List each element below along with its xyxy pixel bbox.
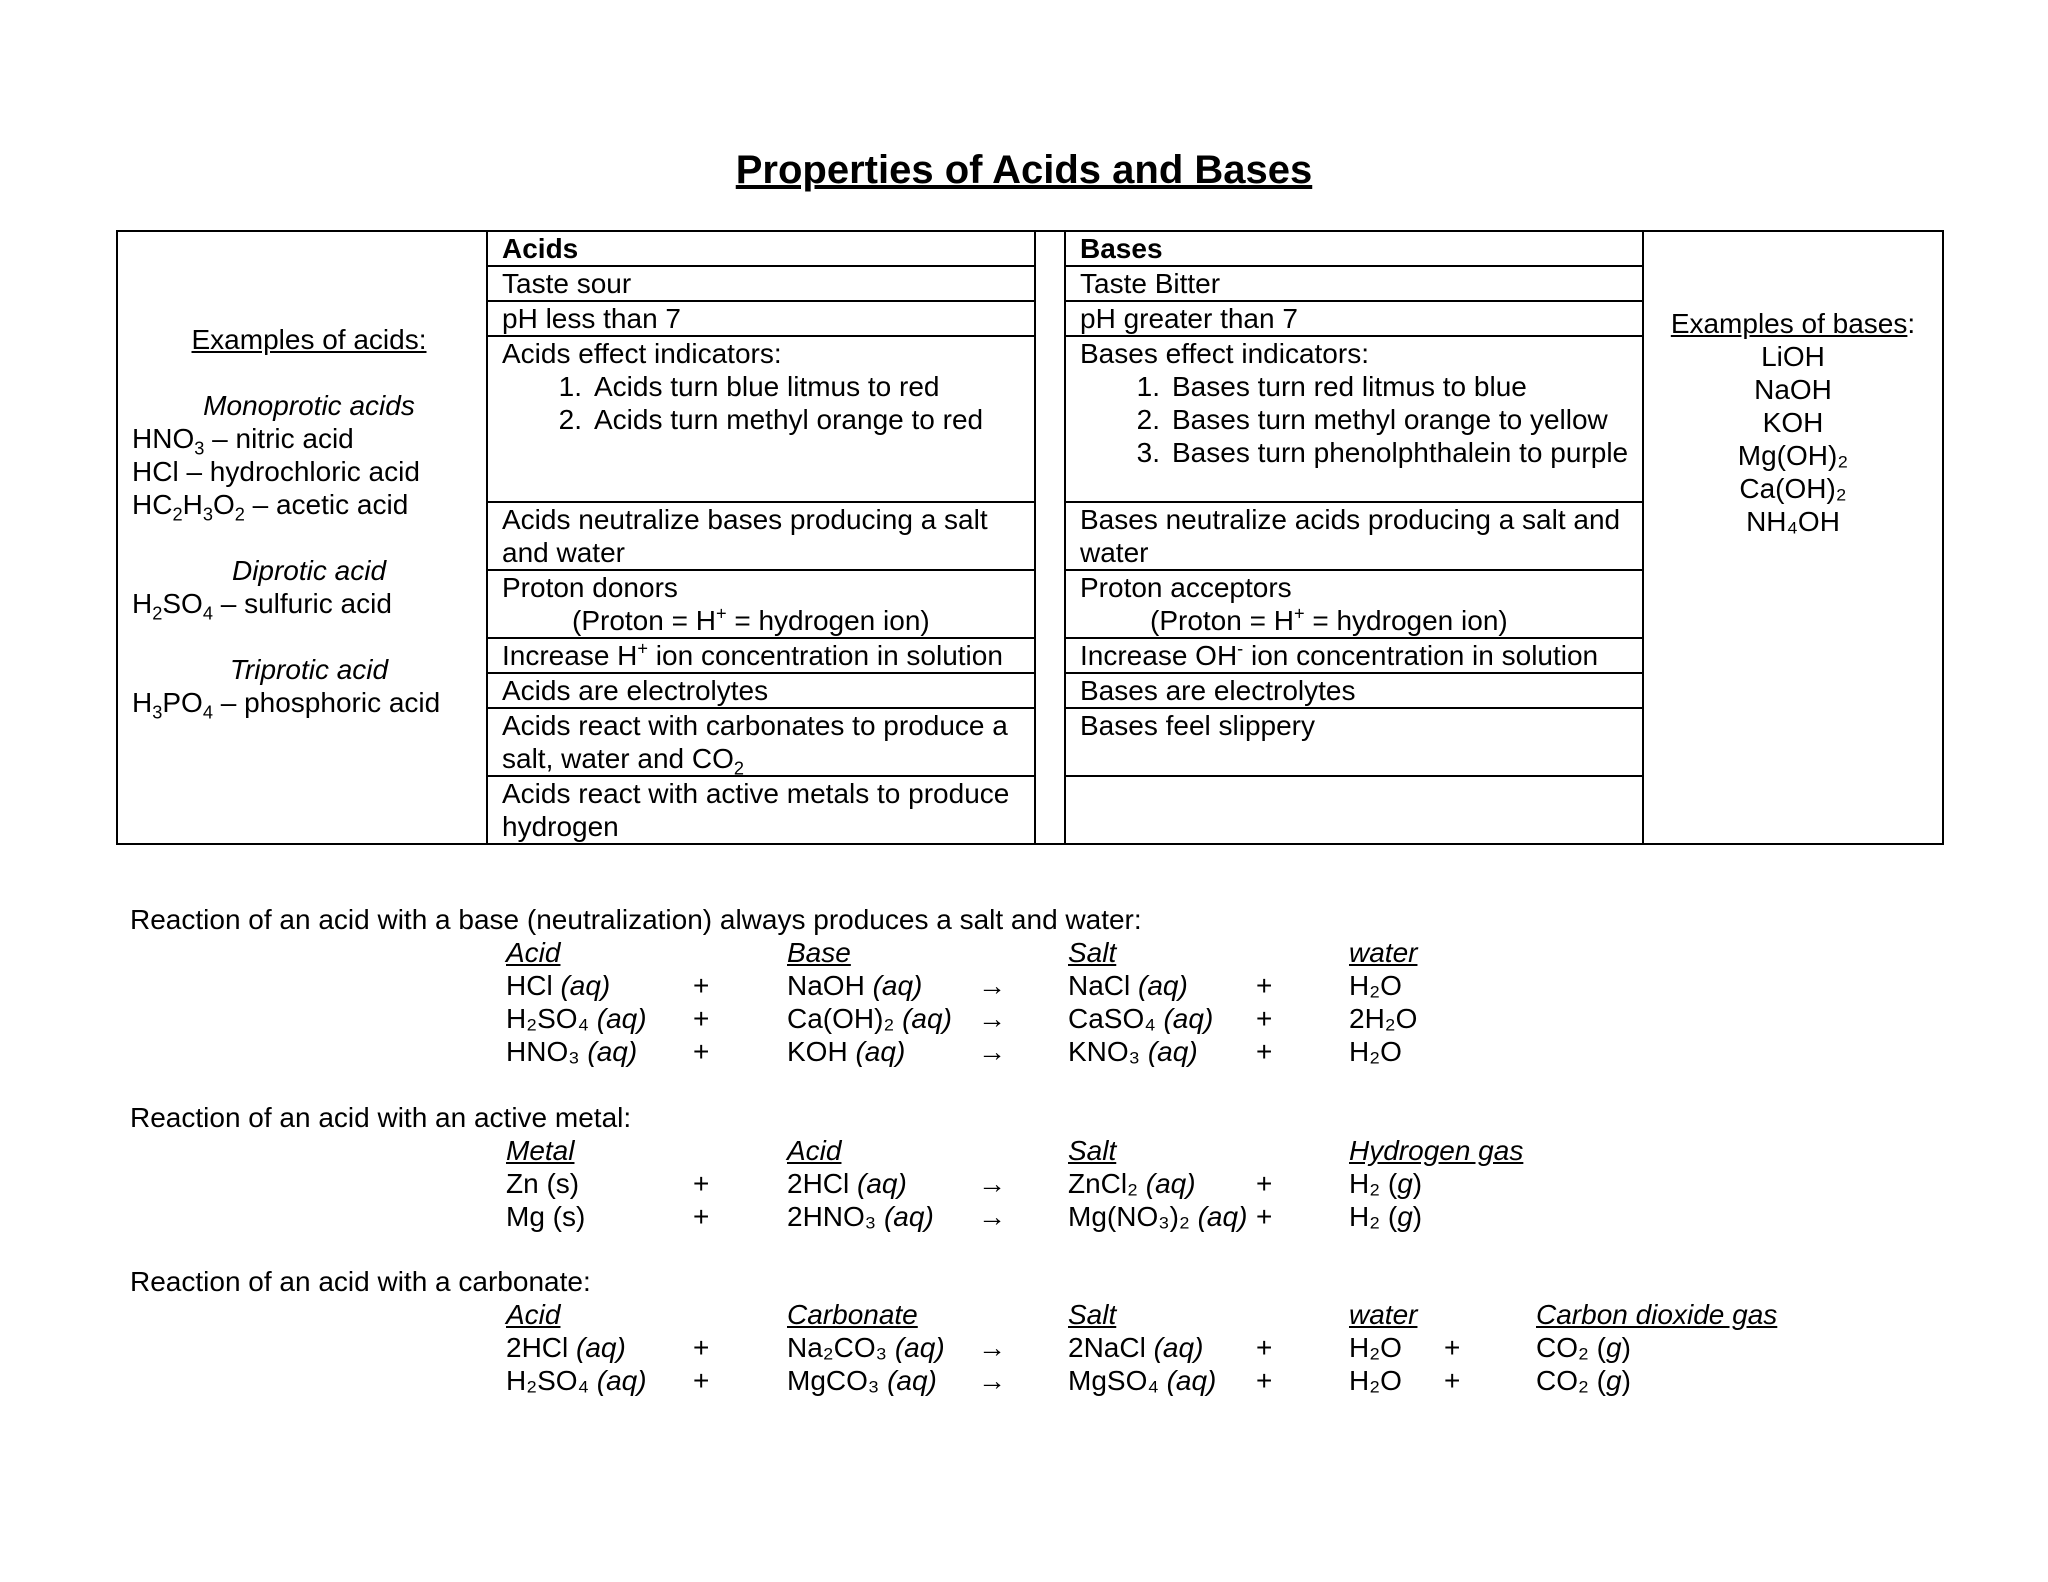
acids-increase: Increase H+ ion concentration in solution: [487, 638, 1035, 673]
metal-intro: Reaction of an acid with an active metal:: [130, 1102, 632, 1133]
acid-example-sulfuric: $H_2SO_4$ – sulfuric acid: [132, 588, 392, 624]
acids-indicators: Acids effect indicators: 1. Acids turn blue litmus to red 2. Acids turn methyl orange to red: [487, 336, 1035, 502]
acid-example-hydrochloric: HCl – hydrochloric acid: [132, 456, 420, 487]
diprotic-heading: Diprotic acid: [231, 555, 387, 586]
acid-indicator-item: 2. Acids turn methyl orange to red: [558, 404, 984, 435]
equation-term: +: [1256, 970, 1273, 1001]
equation-term: H₂ (g): [1349, 1201, 1423, 1232]
equation-term: Mg(NO₃)₂ (aq): [1068, 1201, 1248, 1232]
equation-term: +: [693, 1332, 710, 1363]
equation-term: Mg (s): [506, 1201, 586, 1232]
base-examples-cell: Examples of bases: LiOH NaOH KOH Mg(OH)₂ Ca(OH)₂ NH₄OH: [1643, 231, 1943, 844]
page-title: Properties of Acids and Bases: [735, 148, 1313, 192]
base-indicator-item: 1. Bases turn red litmus to blue: [1136, 371, 1527, 402]
acids-electrolytes: Acids are electrolytes: [487, 673, 1035, 708]
bases-header: Bases: [1065, 231, 1643, 266]
equation-term: 2HCl (aq): [787, 1168, 907, 1199]
acid-example-nitric: $HNO_3$ – nitric acid: [132, 423, 354, 459]
acid-indicator-item: 1. Acids turn blue litmus to red: [558, 371, 940, 402]
equation-term: KNO₃ (aq): [1068, 1036, 1198, 1067]
acid-example-acetic: $HC_2H_3O_2$ – acetic acid: [132, 489, 409, 525]
equation-term: Zn (s): [506, 1168, 580, 1199]
carbonate-intro: Reaction of an acid with a carbonate:: [130, 1266, 591, 1297]
equation-term: MgCO₃ (aq): [787, 1365, 937, 1396]
properties-table: [116, 230, 1944, 845]
acid-examples-cell: [117, 231, 487, 844]
equation-term: →: [978, 1036, 1006, 1067]
triprotic-heading: Triprotic acid: [229, 654, 389, 685]
equation-term: →: [978, 1332, 1006, 1363]
acids-proton: Proton donors (Proton = H+ = hydrogen ion): [487, 570, 1035, 638]
base-example: Ca(OH)₂: [1739, 473, 1847, 504]
equation-term: +: [693, 1036, 710, 1067]
equation-term: HNO₃ (aq): [506, 1036, 638, 1067]
equation-term: H₂O: [1349, 1365, 1402, 1396]
base-example: Mg(OH)₂: [1737, 440, 1849, 471]
base-examples-heading: Examples of bases: [1670, 308, 1908, 339]
equation-term: +: [693, 970, 710, 1001]
equation-term: →: [978, 1168, 1006, 1199]
equation-term: KOH (aq): [787, 1036, 906, 1067]
equation-term: H₂SO₄ (aq): [506, 1365, 647, 1396]
acid-examples-heading: Examples of acids:: [191, 324, 427, 355]
acids-carbonates: Acids react with carbonates to produce a salt, water and $CO_2$: [487, 708, 1035, 776]
base-example: NaOH: [1754, 374, 1832, 405]
equation-term: +: [1444, 1365, 1461, 1396]
bases-neutralize: Bases neutralize acids producing a salt and water: [1065, 502, 1643, 570]
equation-term: +: [693, 1003, 710, 1034]
equation-term: Ca(OH)₂ (aq): [787, 1003, 952, 1034]
equation-term: H₂O: [1349, 1036, 1402, 1067]
equation-term: →: [978, 1003, 1006, 1034]
equation-term: 2HNO₃ (aq): [787, 1201, 934, 1232]
base-example: LiOH: [1761, 341, 1825, 372]
monoprotic-heading: Monoprotic acids: [203, 390, 415, 421]
acids-metals: Acids react with active metals to produce hydrogen: [487, 776, 1035, 844]
equation-term: Na₂CO₃ (aq): [787, 1332, 945, 1363]
bases-slippery: Bases feel slippery: [1065, 708, 1643, 776]
equation-term: MgSO₄ (aq): [1068, 1365, 1217, 1396]
acid-example-phosphoric: $H_3PO_4$ – phosphoric acid: [132, 687, 441, 723]
equation-term: ZnCl₂ (aq): [1068, 1168, 1196, 1199]
bases-empty: [1065, 776, 1643, 844]
bases-electrolytes: Bases are electrolytes: [1065, 673, 1643, 708]
bases-increase: Increase OH- ion concentration in solution: [1065, 638, 1643, 673]
acids-ph: pH less than 7: [487, 301, 1035, 336]
equation-term: NaOH (aq): [787, 970, 923, 1001]
bases-taste: Taste Bitter: [1065, 266, 1643, 301]
neutralization-intro: Reaction of an acid with a base (neutralization) always produces a salt and water:: [130, 904, 1142, 935]
equation-term: +: [1256, 1168, 1273, 1199]
base-example: NH₄OH: [1746, 506, 1840, 537]
equation-term: H₂O: [1349, 970, 1402, 1001]
acids-header: Acids: [487, 231, 1035, 266]
equation-term: 2H₂O: [1349, 1003, 1418, 1034]
equation-term: →: [978, 970, 1006, 1001]
equation-term: H₂SO₄ (aq): [506, 1003, 647, 1034]
equation-term: 2HCl (aq): [506, 1332, 626, 1363]
column-gap: [1035, 231, 1065, 844]
equation-term: +: [1256, 1201, 1273, 1232]
equation-term: +: [1256, 1332, 1273, 1363]
equation-term: +: [1256, 1036, 1273, 1067]
equation-term: +: [693, 1365, 710, 1396]
equation-term: CO₂ (g): [1536, 1332, 1631, 1363]
equation-term: CaSO₄ (aq): [1068, 1003, 1214, 1034]
equation-term: +: [693, 1201, 710, 1232]
equation-term: CO₂ (g): [1536, 1365, 1631, 1396]
equation-term: 2NaCl (aq): [1068, 1332, 1204, 1363]
equation-term: HCl (aq): [506, 970, 611, 1001]
equation-term: H₂ (g): [1349, 1168, 1423, 1199]
base-indicator-item: 2. Bases turn methyl orange to yellow: [1136, 404, 1608, 435]
equation-term: NaCl (aq): [1068, 970, 1188, 1001]
equation-term: +: [693, 1168, 710, 1199]
equation-term: +: [1256, 1365, 1273, 1396]
base-indicator-item: 3. Bases turn phenolphthalein to purple: [1136, 437, 1629, 468]
equation-term: +: [1444, 1332, 1461, 1363]
acids-neutralize: Acids neutralize bases producing a salt and water: [487, 502, 1035, 570]
equation-term: →: [978, 1365, 1006, 1396]
acids-taste: Taste sour: [487, 266, 1035, 301]
equation-term: +: [1256, 1003, 1273, 1034]
bases-indicators: Bases effect indicators: 1. Bases turn red litmus to blue 2. Bases turn methyl orange to yellow 3. Bases turn phenolphthalein to purple: [1065, 336, 1643, 502]
bases-proton: Proton acceptors (Proton = H+ = hydrogen ion): [1065, 570, 1643, 638]
base-example: KOH: [1762, 407, 1824, 438]
equation-term: →: [978, 1201, 1006, 1232]
equation-term: H₂O: [1349, 1332, 1402, 1363]
bases-ph: pH greater than 7: [1065, 301, 1643, 336]
